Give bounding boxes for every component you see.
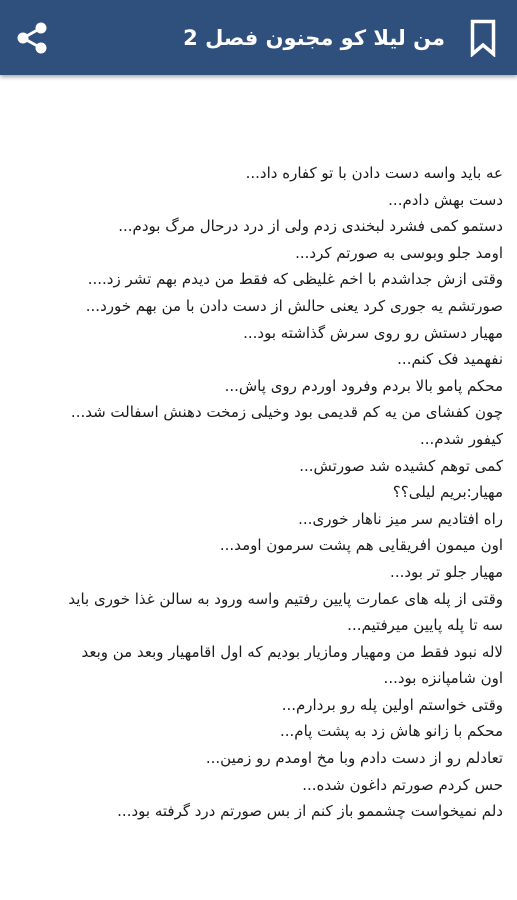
app-bar <box>0 0 517 75</box>
story-line: دستمو کمی فشرد لبخندی زدم ولی از درد درحال مرگ بودم... <box>118 217 503 236</box>
story-line: مهیار دستش رو روی سرش گذاشته بود... <box>243 323 503 342</box>
story-line: عه باید واسه دست دادن با تو کفاره داد... <box>245 164 503 182</box>
story-line: اومد جلو وبوسی به صورتم کرد... <box>295 243 503 262</box>
story-line: کمی توهم کشیده شد صورتش... <box>299 456 503 475</box>
bookmark-icon <box>470 19 496 57</box>
story-line: کیفور شدم... <box>419 429 503 448</box>
story-line: اون میمون افریقایی هم پشت سرمون اومد... <box>219 536 503 555</box>
story-line: مهیار جلو تر بود... <box>390 562 503 581</box>
story-line: حس کردم صورتم داغون شده... <box>302 775 503 794</box>
share-button[interactable] <box>10 16 54 60</box>
story-line: سه تا پله پایین میرفتیم... <box>347 616 503 635</box>
story-line: تعادلم رو از دست دادم وبا مخ اومدم رو زمین... <box>205 749 503 768</box>
story-line: وقتی از پله های عمارت پایین رفتیم واسه ورود به سالن غذا خوری باید <box>68 589 503 608</box>
story-line: نفهمید فک کنم... <box>397 350 503 369</box>
story-line: وقتی ازش جداشدم با اخم غلیظی که فقط من دیدم بهم تشر زد.... <box>87 270 503 289</box>
story-line: صورتشم یه جوری کرد یعنی حالش از دست دادن با من بهم خورد... <box>85 296 503 315</box>
story-text <box>14 160 503 825</box>
story-line: محکم با زانو هاش زد به پشت پام... <box>280 722 503 741</box>
story-line: محکم پامو بالا بردم وفرود اوردم روی پاش... <box>224 376 503 395</box>
story-line: لاله نبود فقط من ومهیار ومازیار بودیم که اول اقامهیار وبعد من وبعد <box>81 642 503 661</box>
story-line: دست بهش دادم... <box>388 190 503 209</box>
story-line: وقتی خواستم اولین پله رو بردارم... <box>281 695 503 714</box>
page-title: من لیلا کو مجنون فصل 2 <box>183 26 445 50</box>
bookmark-button[interactable] <box>463 14 503 62</box>
story-line: مهیار:بریم لیلی؟؟ <box>392 483 503 502</box>
story-line: دلم نمیخواست چشممو باز کنم از بس صورتم درد گرفته بود... <box>117 802 503 821</box>
story-line: اون شامپانزه بود... <box>383 669 503 688</box>
story-line: راه افتادیم سر میز ناهار خوری... <box>298 509 503 528</box>
share-icon <box>14 20 50 56</box>
story-line: چون کفشای من یه کم قدیمی بود وخیلی زمخت دهنش اسفالت شد... <box>70 403 503 422</box>
